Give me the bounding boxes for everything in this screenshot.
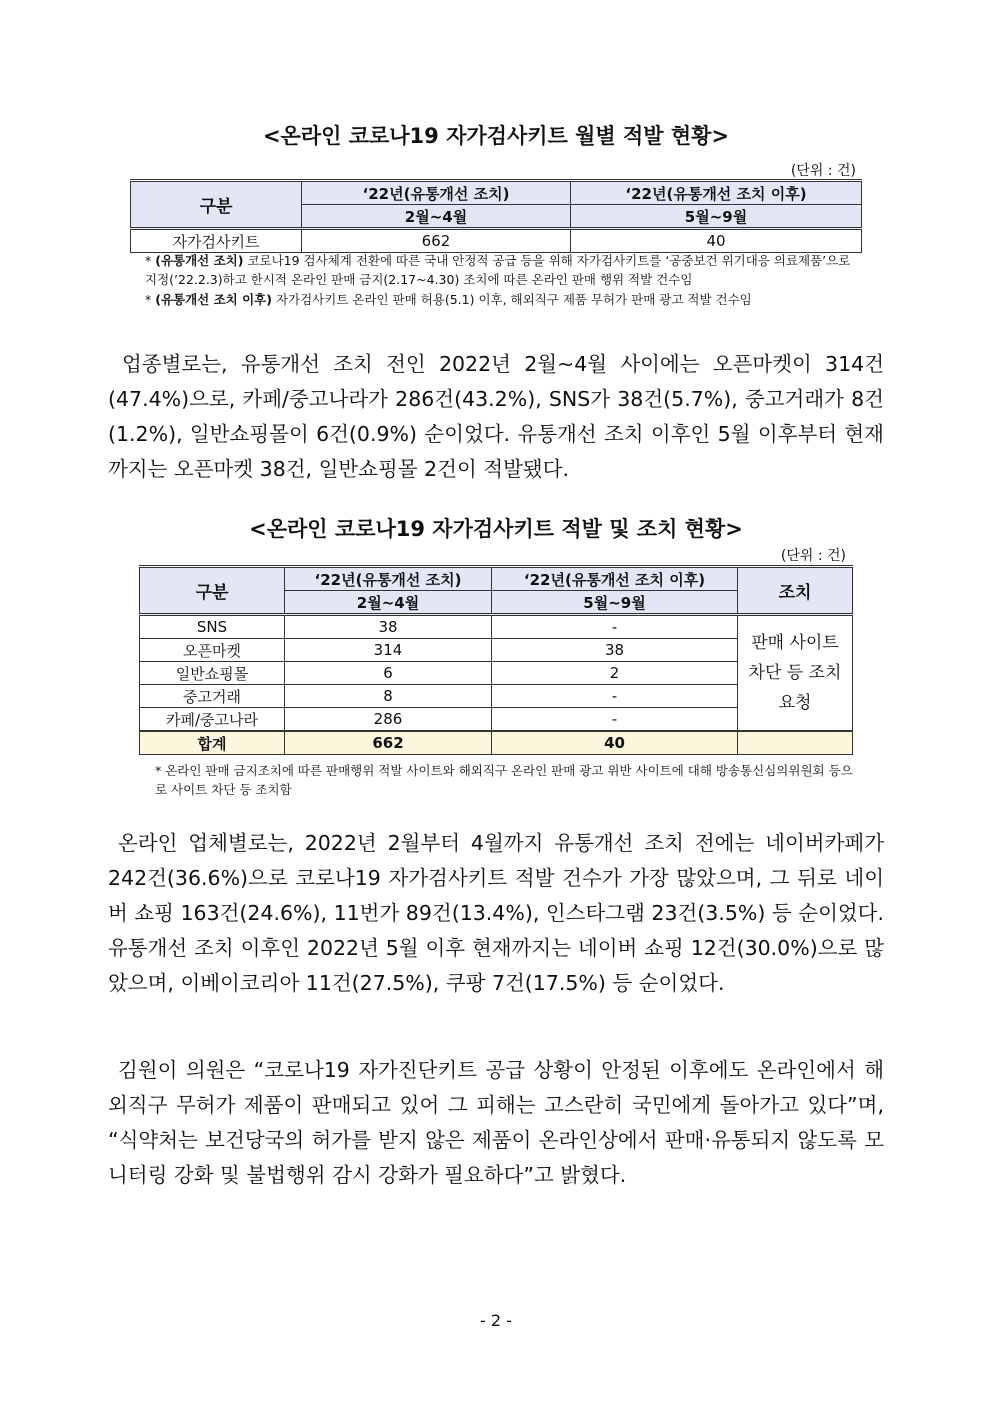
table1-header-period-before: ‘22년(유통개선 조치) <box>302 181 571 205</box>
table1-note-1 <box>145 251 860 289</box>
table2-header-months-after: 5월~9월 <box>492 591 738 615</box>
table-row-before: 6 <box>285 662 492 685</box>
table1-row-label: 자가검사키트 <box>131 229 302 253</box>
paragraph-statement: 김원이 의원은 “코로나19 자가진단키트 공급 상황이 안정된 이후에도 온라인에서 해외직구 무허가 제품이 판매되고 있어 그 피해는 고스란히 국민에게 돌아가고 있다”며, “식약처는 보건당국의 허가를 받지 않은 제품이 온라인상에서 판매·유통되지 않도록 모니터링 강화 및 불법행위 감시 강화가 필요하다”고 밝혔다. <box>108 1058 884 1187</box>
paragraph-online-vendors: 온라인 업체별로는, 2022년 2월부터 4월까지 유통개선 조치 전에는 네이버카페가 242건(36.6%)으로 코로나19 자가검사키트 적발 건수가 가장 많았으며, 그 뒤로 네이버 쇼핑 163건(24.6%), 11번가 89건(13.4%), 인스타그램 23건(3.5%) 등 순이었다. 유통개선 조치 이후인 2022년 5월 이후 현재까지는 네이버 쇼핑 12건(30.0%)으로 많았으며, 이베이코리아 11건(27.5%), 쿠팡 7건(17.5%) 등 순이었다. <box>108 831 884 995</box>
table2-header-action: 조치 <box>738 567 853 615</box>
note-star: * <box>145 292 152 307</box>
page-number: - 2 - <box>480 1311 512 1330</box>
table2-unit: (단위 : 건) <box>780 548 846 564</box>
table1-caption: <온라인 코로나19 자가검사키트 월별 적발 현황> <box>262 124 730 148</box>
table1-header-months-before: 2월~4월 <box>302 205 571 229</box>
note-star: * <box>155 763 162 778</box>
note-star: * <box>145 253 152 268</box>
table-row-after: 38 <box>492 639 738 662</box>
table2-header-category: 구분 <box>140 567 285 615</box>
table2-header-period-before: ‘22년(유통개선 조치) <box>285 567 492 591</box>
table2-note <box>155 761 855 799</box>
table2-total-label: 합계 <box>140 731 285 755</box>
table2-action-text: 판매 사이트 차단 등 조치 요청 <box>738 615 853 732</box>
table-row-after: - <box>492 708 738 732</box>
table-row-after: 2 <box>492 662 738 685</box>
note-text: 온라인 판매 금지조치에 따른 판매행위 적발 사이트와 해외직구 온라인 판매 광고 위반 사이트에 대해 방송통신심의위원회 등으로 사이트 차단 등 조치함 <box>155 763 853 797</box>
table2-caption: <온라인 코로나19 자가검사키트 적발 및 조치 현황> <box>249 517 743 541</box>
table1-header-months-after: 5월~9월 <box>571 205 862 229</box>
note-text: 코로나19 검사체계 전환에 따른 국내 안정적 공급 등을 위해 자가검사키트를 ‘공중보건 위기대응 의료제품’으로 지정(’22.2.3)하고 한시적 온라인 판매 금지(2.17~4.30) 조치에 따른 온라인 판매 행위 적발 건수임 <box>145 253 851 287</box>
table2-total-empty <box>738 731 853 755</box>
note-bold-term: (유통개선 조치 이후) <box>155 292 272 307</box>
note-text: 자가검사키트 온라인 판매 허용(5.1) 이후, 해외직구 제품 무허가 판매 광고 적발 건수임 <box>271 292 752 307</box>
table-row-before: 314 <box>285 639 492 662</box>
table2-total-before: 662 <box>285 731 492 755</box>
table-row-after: - <box>492 615 738 639</box>
table1 <box>130 179 862 253</box>
table1-header-category: 구분 <box>131 181 302 229</box>
table2-total-after: 40 <box>492 731 738 755</box>
paragraph-industry: 업종별로는, 유통개선 조치 전인 2022년 2월~4월 사이에는 오픈마켓이 314건(47.4%)으로, 카페/중고나라가 286건(43.2%), SNS가 38건(5.7%), 중고거래가 8건(1.2%), 일반쇼핑몰이 6건(0.9%) 순이었다. 유통개선 조치 이후인 5월 이후부터 현재까지는 오픈마켓 38건, 일반쇼핑몰 2건이 적발됐다. <box>108 352 884 481</box>
table2 <box>139 565 853 755</box>
table2-header-period-after: ‘22년(유통개선 조치 이후) <box>492 567 738 591</box>
table-row-label: 일반쇼핑몰 <box>140 662 285 685</box>
note-bold-term: (유통개선 조치) <box>155 253 244 268</box>
table-row-label: 카페/중고나라 <box>140 708 285 732</box>
table2-header-months-before: 2월~4월 <box>285 591 492 615</box>
table-row-before: 38 <box>285 615 492 639</box>
table-row-after: - <box>492 685 738 708</box>
table1-header-period-after: ‘22년(유통개선 조치 이후) <box>571 181 862 205</box>
table1-note-2 <box>145 290 860 309</box>
table-row-label: 오픈마켓 <box>140 639 285 662</box>
table1-row-before: 662 <box>302 229 571 253</box>
table-row-before: 8 <box>285 685 492 708</box>
table-row-before: 286 <box>285 708 492 732</box>
table-row-label: 중고거래 <box>140 685 285 708</box>
table1-unit: (단위 : 건) <box>790 163 856 179</box>
table-row-label: SNS <box>140 615 285 639</box>
table1-row-after: 40 <box>571 229 862 253</box>
